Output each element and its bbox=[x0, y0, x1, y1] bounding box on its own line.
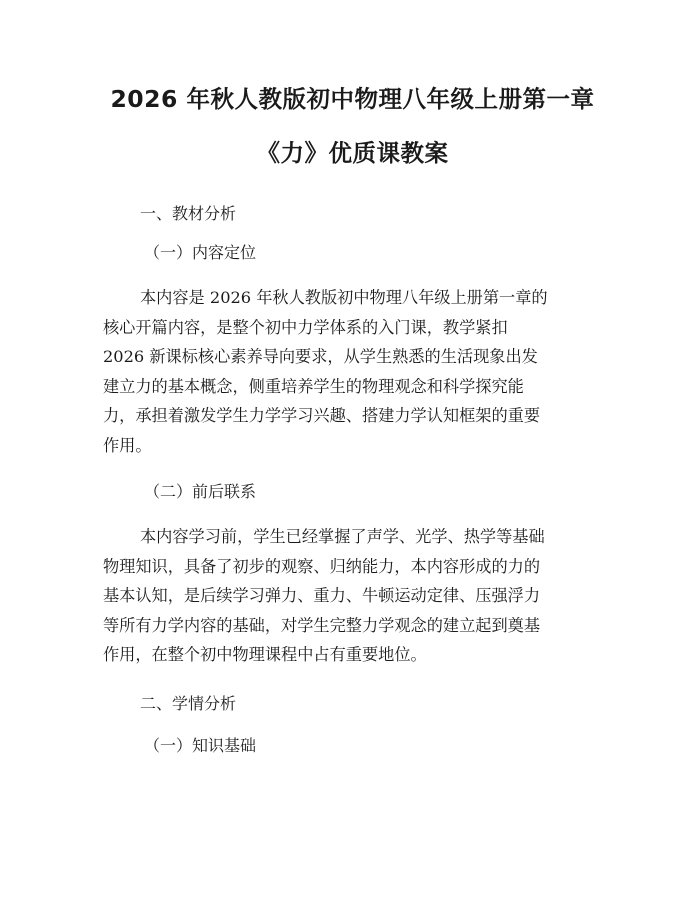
paragraph-line: 物理知识，具备了初步的观察、归纳能力，本内容形成的力的 bbox=[103, 556, 541, 576]
subsection-heading-connections: （二）前后联系 bbox=[144, 482, 257, 501]
paragraph-line: 本内容是 2026 年秋人教版初中物理八年级上册第一章的 bbox=[140, 288, 548, 307]
paragraph-line: 等所有力学内容的基础，对学生完整力学观念的建立起到奠基 bbox=[103, 615, 541, 635]
document-title bbox=[103, 0, 602, 180]
paragraph-line: 作用。 bbox=[103, 435, 152, 455]
paragraph-line: 建立力的基本概念，侧重培养学生的物理观念和科学探究能 bbox=[103, 376, 524, 396]
paragraph-connections bbox=[103, 522, 602, 670]
section-heading-textbook-analysis: 一、教材分析 bbox=[140, 204, 237, 223]
paragraph-line: 力，承担着激发学生力学学习兴趣、搭建力学认知框架的重要 bbox=[103, 406, 541, 425]
paragraph-content-positioning bbox=[103, 283, 602, 460]
subsection-heading-content-positioning: （一）内容定位 bbox=[144, 243, 257, 262]
title-line-1: 2026 年秋人教版初中物理八年级上册第一章 bbox=[110, 85, 595, 113]
paragraph-line: 作用，在整个初中物理课程中占有重要地位。 bbox=[103, 645, 427, 664]
paragraph-line: 基本认知，是后续学习弹力、重力、牛顿运动定律、压强浮力 bbox=[103, 586, 541, 605]
paragraph-line: 2026 新课标核心素养导向要求，从学生熟悉的生活现象出发 bbox=[103, 347, 538, 366]
paragraph-line: 本内容学习前，学生已经掌握了声学、光学、热学等基础 bbox=[140, 527, 545, 546]
title-line-2: 《力》优质课教案 bbox=[256, 139, 449, 167]
section-heading-learner-analysis: 二、学情分析 bbox=[140, 693, 237, 713]
subsection-heading-knowledge-base: （一）知识基础 bbox=[144, 735, 257, 755]
paragraph-line: 核心开篇内容，是整个初中力学体系的入门课，教学紧扣 bbox=[103, 317, 508, 337]
